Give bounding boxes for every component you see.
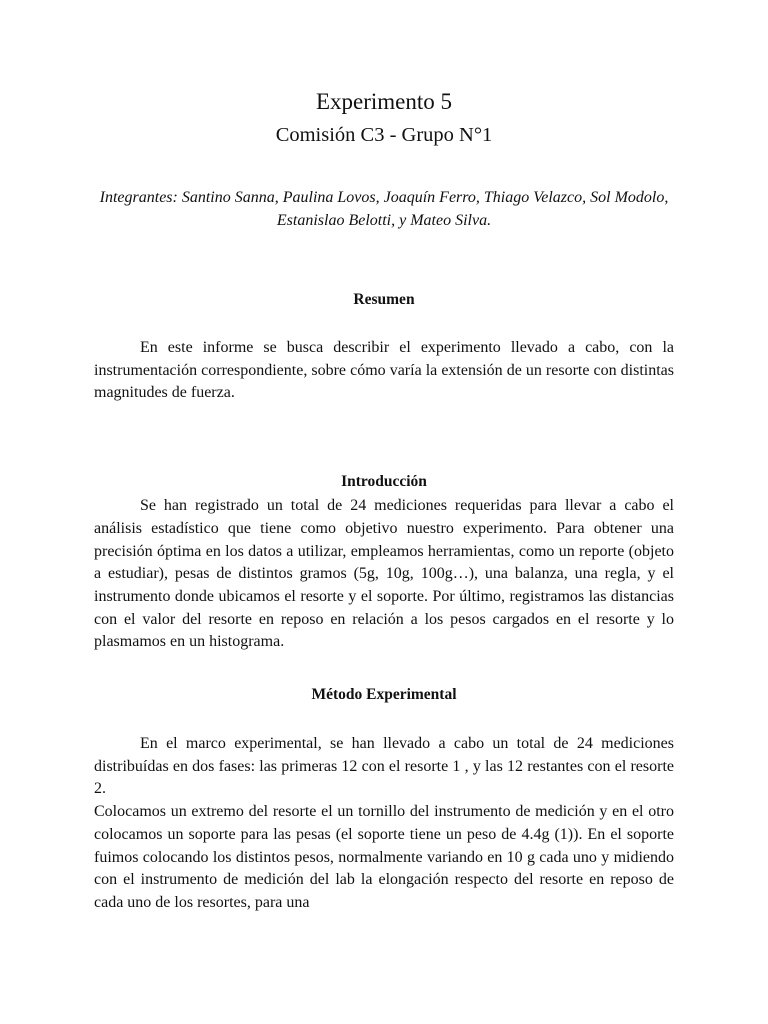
introduccion-heading: Introducción <box>341 473 427 491</box>
metodo-paragraph-2: Colocamos un extremo del resorte el un tornillo del instrumento de medición y en el otro colocamos un soporte para las pesas (el soporte tiene un peso de 4.4g (1)). En el soporte fuimos colocando los distintos pesos, normalmente variando en 10 g cada uno y midiendo con el instrumento de medición del lab la elongación respecto del resorte en reposo de cada uno de los resortes, para una <box>94 803 674 911</box>
document-subtitle: Comisión C3 - Grupo N°1 <box>275 124 493 146</box>
metodo-paragraph-1: En el marco experimental, se han llevado a cabo un total de 24 mediciones distribuídas en dos fases: las primeras 12 con el resorte 1 , y las 12 restantes con el resorte 2. <box>94 735 674 798</box>
members-list: Integrantes: Santino Sanna, Paulina Lovos, Joaquín Ferro, Thiago Velazco, Sol Modolo, Estanislao Belotti, y Mateo Silva. <box>99 189 669 229</box>
resumen-paragraph: En este informe se busca describir el experimento llevado a cabo, con la instrumentación correspondiente, sobre cómo varía la extensión de un resorte con distintas magnitudes de fuerza. <box>94 339 674 402</box>
document-title: Experimento 5 <box>315 89 453 114</box>
metodo-heading: Método Experimental <box>311 686 457 704</box>
introduccion-paragraph: Se han registrado un total de 24 mediciones requeridas para llevar a cabo el análisis estadístico que tiene como objetivo nuestro experimento. Para obtener una precisión óptima en los datos a utilizar, empleamos herramientas, como un reporte (objeto a estudiar), pesas de distintos gramos (5g, 10g, 100g…), una balanza, una regla, y el instrumento donde ubicamos el resorte y el soporte. Por último, registramos las distancias con el valor del resorte en reposo en relación a los pesos cargados en el resorte y lo plasmamos en un histograma. <box>94 497 674 651</box>
resumen-heading: Resumen <box>353 291 415 308</box>
